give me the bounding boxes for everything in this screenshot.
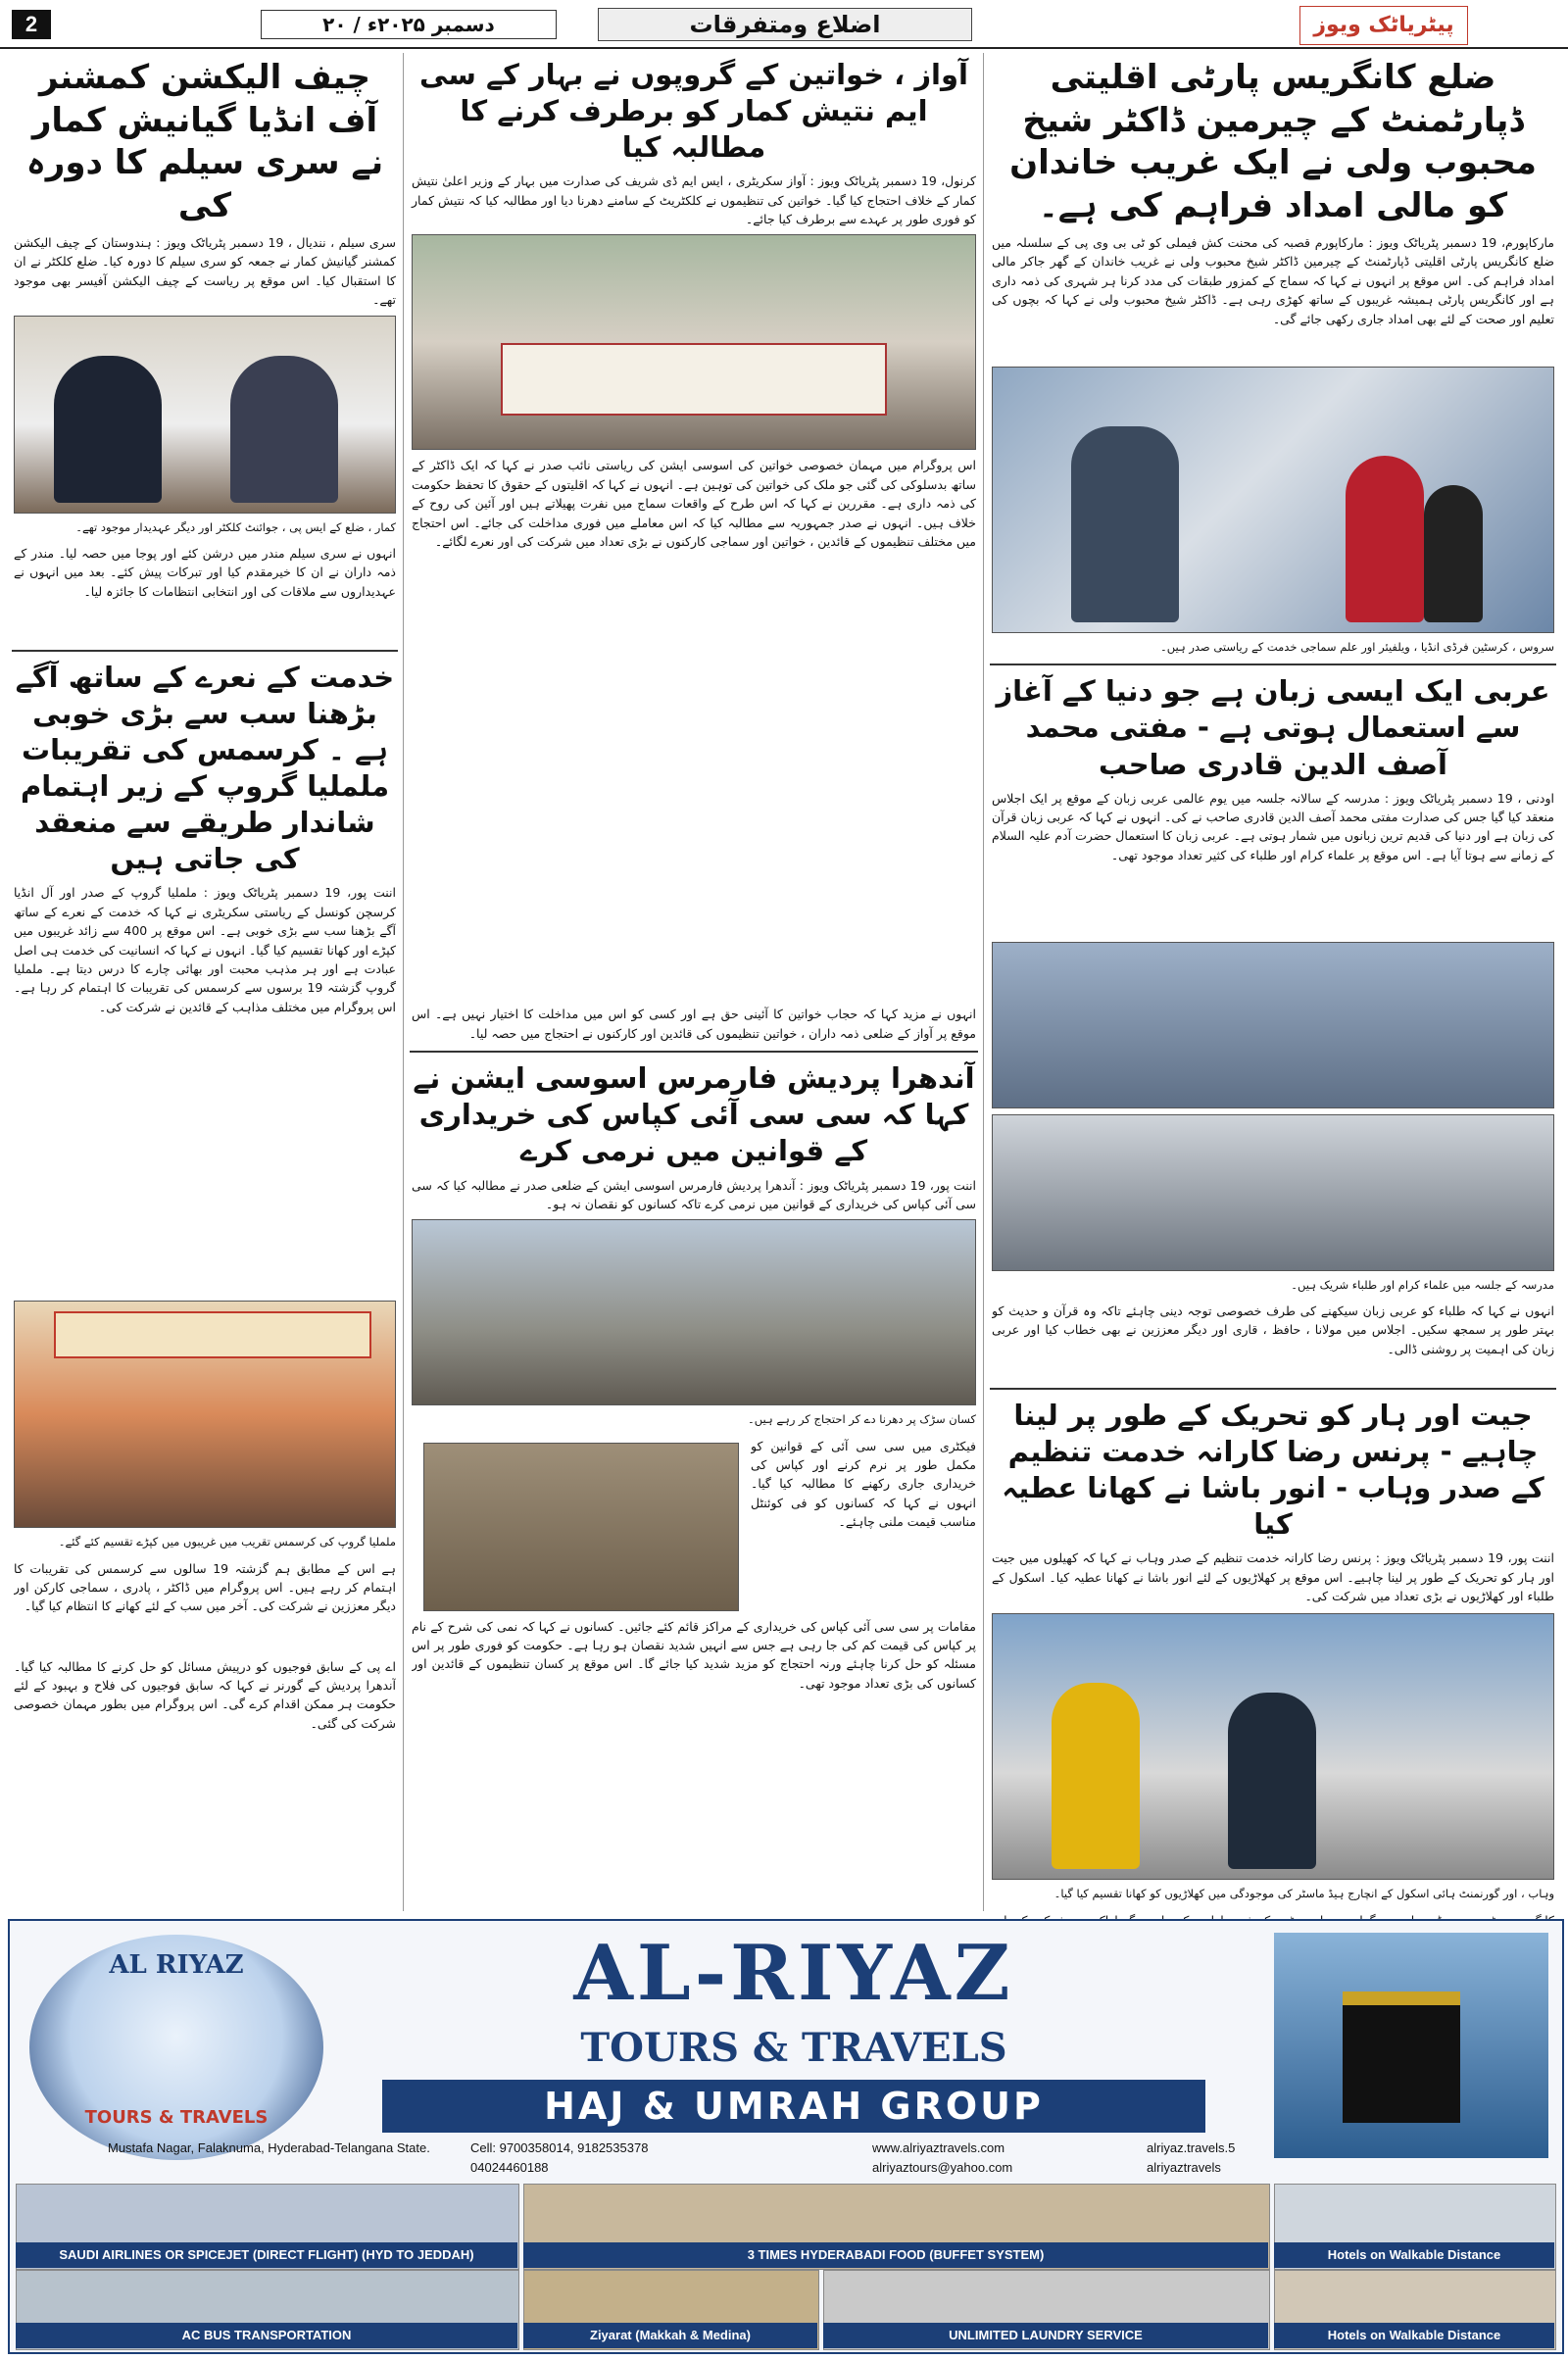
article-photo [423, 1443, 739, 1611]
article-photo [992, 1613, 1554, 1880]
issue-date: ۲۰ / دسمبر ۲۰۲۵ء [261, 10, 557, 39]
photo-caption: مدرسہ کے جلسہ میں علماء کرام اور طلباء شریک ہیں۔ [1291, 1277, 1554, 1292]
article-body: اس پروگرام میں مہمان خصوصی خواتین کی اسوسی ایشن کی ریاستی نائب صدر نے کہا کہ ایک ڈاکٹر کے ساتھ بدسلوکی کی گئی جو ملک کی خواتین کی توہین ہے۔ انہوں نے کہا کہ اقلیتوں کے حقوق کا تحفظ حکومت کی ذمہ داری ہے۔ مقررین نے کہا کہ اس طرح کے واقعات سماج میں نفرت پھیلاتے ہیں اور آئین کی روح کے خلاف ہیں۔ انہوں نے صدر جمہوریہ سے مطالبہ کیا کہ اس معاملے میں فوری مداخلت کی جائے۔ اس احتجاج میں مختلف تنظیموں کے قائدین ، خواتین اور سماجی کارکنوں نے بڑی تعداد میں شرکت کی اور نعرے لگائے۔ [412, 458, 976, 549]
photo-caption: ململیا گروپ کی کرسمس تقریب میں غریبوں میں کپڑے تقسیم کئے گئے۔ [58, 1535, 396, 1549]
article-headline: چیف الیکشن کمشنر آف انڈیا گیانیش کمار نے سری سیلم کا دورہ کی [25, 58, 384, 225]
page-number: 2 [12, 10, 51, 39]
article-body: ہے اس کے مطابق ہم گزشتہ 19 سالوں سے کرسمس کی تقریبات کا اہتمام کر رہے ہیں۔ اس پروگرام میں ڈاکٹر ، پادری ، سماجی کارکن اور دیگر معززین نے شرکت کی۔ آخر میں سب کے لئے کھانے کا انتظام کیا گیا۔ [14, 1560, 396, 1614]
article-body: اننت پور، 19 دسمبر پٹریاٹک ویوز : پرنس رضا کارانہ خدمت تنظیم کے صدر وہاب نے کہا کہ کھیلوں میں جیت اور ہار کو تحریک کے طور پر لینا چاہیے۔ اس موقع پر کھلاڑیوں کے لئے انور باشا نے کھانا عطیہ کیا۔ اسکول کے طلباء اور کھلاڑیوں نے بڑی تعداد میں شرکت کی۔ [992, 1550, 1554, 1604]
article-body: انہوں نے کہا کہ طلباء کو عربی زبان سیکھنے کی طرف خصوصی توجہ دینی چاہئے تاکہ وہ قرآن و حدیث کو بہتر طور پر سمجھ سکیں۔ اجلاس میں مولانا ، حافظ ، قاری اور دیگر معززین نے بھی خطاب کیا اور عربی زبان کی اہمیت پر روشنی ڈالی۔ [992, 1303, 1554, 1356]
column-divider [403, 53, 404, 1911]
article-photo [992, 942, 1554, 1108]
article-photo [14, 316, 396, 514]
article-body: مقامات پر سی سی آئی کپاس کی خریداری کے مراکز قائم کئے جائیں۔ کسانوں نے کہا کہ نمی کی شرح کے نام پر کپاس کی قیمت کم کی جا رہی ہے جس سے انہیں شدید نقصان ہو رہا ہے۔ حکومت کو فوری طور پر اس مسئلہ کو حل کرنا چاہئے ورنہ احتجاج کو مزید شدید کیا جائے گا۔ اس موقع پر کسان تنظیموں کے قائدین اور کسانوں کی بڑی تعداد موجود تھی۔ [412, 1618, 976, 1691]
article-divider [410, 1051, 978, 1053]
article-photo [412, 234, 976, 450]
kaaba-photo [1274, 1933, 1548, 2158]
left-column [8, 53, 402, 1755]
ad-band: HAJ & UMRAH GROUP [382, 2080, 1205, 2133]
ad-phone: 04024460188 [470, 2160, 549, 2175]
ad-social[interactable]: alriyaztravels [1147, 2160, 1221, 2175]
photo-caption: کمار ، ضلع کے ایس پی ، جوائنٹ کلکٹر اور دیگر عہدیدار موجود تھے۔ [75, 519, 396, 534]
right-column [986, 53, 1560, 1948]
article-headline: خدمت کے نعرے کے ساتھ آگے بڑھنا سب سے بڑی خوبی ہے ۔ کرسمس کی تقریبات ململیا گروپ کے زیر اہتمام شاندار طریقے سے منعقد کی جاتی ہیں [15, 660, 395, 876]
article-photo [14, 1301, 396, 1528]
logo-text: TOURS & TRAVELS [84, 2107, 269, 2128]
article-body: انہوں نے سری سیلم مندر میں درشن کئے اور پوجا میں حصہ لیا۔ مندر کے ذمہ داران نے ان کا خیرمقدم کیا اور تبرکات پیش کئے۔ بعد میں انہوں نے عہدیداروں سے ملاقات کی اور انتخابی انتظامات کا جائزہ لیا۔ [14, 545, 396, 599]
ad-social[interactable]: alriyaz.travels.5 [1147, 2140, 1236, 2155]
ad-email[interactable]: alriyaztours@yahoo.com [872, 2160, 1013, 2175]
article-headline: آندھرا پردیش فارمرس اسوسی ایشن نے کہا کہ سی سی آئی کپاس کی خریداری کے قوانین میں نرمی کرے [413, 1061, 975, 1168]
ad-address: Mustafa Nagar, Falaknuma, Hyderabad-Telangana State. [108, 2140, 430, 2155]
column-divider [983, 53, 984, 1911]
section-title: اضلاع ومتفرقات [598, 8, 972, 41]
ad-brand: AL-RIYAZ [573, 1929, 1014, 2018]
photo-caption: سروس ، کرسٹین فرڈی انڈیا ، ویلفیئر اور علم سماجی خدمت کے ریاستی صدر ہیں۔ [1159, 640, 1554, 655]
article-headline: جیت اور ہار کو تحریک کے طور پر لینا چاہیے - پرنس رضا کارانہ خدمت تنظیم کے صدر وہاب - انور باشا نے کھانا عطیہ کیا [1002, 1398, 1544, 1542]
logo-text: AL RIYAZ [109, 1950, 244, 1980]
article-divider [990, 664, 1556, 665]
article-body: مارکاپورم، 19 دسمبر پٹریاٹک ویوز : مارکاپورم قصبہ کی محنت کش فیملی کو ٹی بی وی پی کے سلسلہ میں ضلع کانگریس پارٹی اقلیتی ڈپارٹمنٹ کے چیرمین ڈاکٹر شیخ محبوب ولی نے غریب خاندان کے گھر جاکر مالی امداد فراہم کی۔ اس موقع پر انہوں نے کہا کہ سماج کے کمزور طبقات کی مدد کرنا ہر شہری کی ذمہ داری ہے اور کانگریس پارٹی ہمیشہ غریبوں کے ساتھ کھڑی رہی ہے۔ ڈاکٹر شیخ محبوب ولی نے کہا کہ بچوں کی تعلیم اور صحت کے لئے بھی امداد جاری رکھی جائے گی۔ [992, 235, 1554, 326]
middle-column [406, 53, 982, 1764]
article-headline: ضلع کانگریس پارٹی اقلیتی ڈپارٹمنٹ کے چیرمین ڈاکٹر شیخ محبوب ولی نے ایک غریب خاندان کو مالی امداد فراہم کی ہے۔ [1009, 58, 1537, 225]
kaaba-icon [1343, 1991, 1460, 2123]
article-divider [990, 1388, 1556, 1390]
article-photo [992, 1114, 1554, 1271]
article-headline: عربی ایک ایسی زبان ہے جو دنیا کے آغاز سے استعمال ہوتی ہے - مفتی محمد آصف الدین قادری صاحب [996, 674, 1550, 781]
newspaper-logo: پیٹریاٹک ویوز [1299, 6, 1468, 45]
article-body: فیکٹری میں سی سی آئی کے قوانین کو مکمل طور پر نرم کرنے اور کپاس کی خریداری جاری رکھنے کا مطالبہ کیا گیا۔ انہوں نے کہا کہ کسانوں کو فی کوئنٹل مناسب قیمت ملنی چاہئے۔ [751, 1438, 976, 1530]
ad-banner: AC BUS TRANSPORTATION [16, 2323, 517, 2348]
article-body: اودنی ، 19 دسمبر پٹریاٹک ویوز : مدرسہ کے سالانہ جلسہ میں یوم عالمی عربی زبان کے موقع پر ایک اجلاس منعقد کیا گیا جس کی صدارت مفتی محمد آصف الدین قادری صاحب نے کی۔ انہوں نے کہا کہ عربی زبان قرآن کی زبان ہے اور دنیا کی قدیم ترین زبانوں میں شمار ہوتی ہے۔ عربی زبان کا استعمال حضرت آدم علیہ السلام کے زمانے سے ہوتا آیا ہے۔ اس موقع پر علماء کرام اور طلباء کی کثیر تعداد موجود تھی۔ [992, 790, 1554, 862]
article-body: اے پی کے سابق فوجیوں کو درپیش مسائل کو حل کرنے کا مطالبہ کیا گیا۔ آندھرا پردیش کے گورنر نے کہا کہ سابق فوجیوں کی فلاح و بہبود کے لئے حکومت ہر ممکن اقدام کرے گی۔ اس پروگرام میں بطور مہمان خصوصی شرکت کی گئی۔ [14, 1658, 396, 1731]
article-body: اننت پور، 19 دسمبر پٹریاٹک ویوز : ململیا گروپ کے صدر اور آل انڈیا کرسچن کونسل کے ریاستی سکریٹری نے کہا کہ خدمت کے نعرے کے ساتھ آگے بڑھنا سب سے بڑی خوبی ہے۔ اس موقع پر 400 سے زائد غریبوں میں کپڑے اور کھانا تقسیم کیا گیا۔ انہوں نے کہا کہ انسانیت کی خدمت ہی اصل عبادت ہے اور ہر مذہب محبت اور بھائی چارے کا درس دیتا ہے۔ ململیا گروپ گزشتہ 19 برسوں سے کرسمس کی تقریبات کا اہتمام کر رہا ہے۔ اس پروگرام میں مختلف مذاہب کے قائدین نے شرکت کی۔ [14, 885, 396, 1014]
article-body: اننت پور، 19 دسمبر پٹریاٹک ویوز : آندھرا پردیش فارمرس اسوسی ایشن کے ضلعی صدر نے مطالبہ کیا کہ سی سی آئی کپاس کی خریداری کے قوانین میں نرمی کرے تاکہ کسانوں کو نقصان نہ ہو۔ [412, 1177, 977, 1211]
article-body: سری سیلم ، نندیال ، 19 دسمبر پٹریاٹک ویوز : ہندوستان کے چیف الیکشن کمشنر گیانیش کمار نے جمعہ کو سری سیلم کا دورہ کیا۔ ضلع کلکٹر نے ان کا استقبال کیا۔ اس موقع پر ریاست کے چیف الیکشن آفیسر بھی موجود تھے۔ [14, 235, 396, 308]
page-header [0, 0, 1568, 45]
ad-banner: SAUDI AIRLINES OR SPICEJET (DIRECT FLIGHT) (HYD TO JEDDAH) [16, 2242, 517, 2268]
ad-banner: UNLIMITED LAUNDRY SERVICE [823, 2323, 1268, 2348]
ad-banner: Ziyarat (Makkah & Medina) [523, 2323, 817, 2348]
article-body: انہوں نے مزید کہا کہ حجاب خواتین کا آئینی حق ہے اور کسی کو اس میں مداخلت کا اختیار نہیں ہے۔ اس موقع پر آواز کے ضلعی ذمہ داران ، خواتین تنظیموں کی قائدین اور کارکنوں نے احتجاج میں حصہ لیا۔ [412, 1007, 976, 1041]
ad-banner: 3 TIMES HYDERABADI FOOD (BUFFET SYSTEM) [523, 2242, 1268, 2268]
photo-caption: کسان سڑک پر دھرنا دے کر احتجاج کر رہے ہیں۔ [748, 1412, 976, 1427]
article-headline: آواز ، خواتین کے گروپوں نے بہار کے سی ایم نتیش کمار کو برطرف کرنے کا مطالبہ کیا [419, 58, 968, 165]
ad-cell: Cell: 9700358014, 9182535378 [470, 2140, 649, 2155]
article-body: کرنول، 19 دسمبر پٹریاٹک ویوز : آواز سکریٹری ، ایس ایم ڈی شریف کی صدارت میں بہار کے وزیر اعلیٰ نتیش کمار کے خلاف احتجاج کیا گیا۔ خواتین کی تنظیموں نے کلکٹریٹ کے سامنے دھرنا دیا اور مطالبہ کیا کہ نتیش کمار کو فوری طور پر عہدے سے برطرف کیا جائے۔ [412, 173, 977, 227]
photo-caption: وہاب ، اور گورنمنٹ ہائی اسکول کے انچارج ہیڈ ماسٹر کی موجودگی میں کھلاڑیوں کو کھانا تقسیم کیا گیا۔ [1054, 1887, 1554, 1901]
article-photo [992, 367, 1554, 633]
header-rule [0, 47, 1568, 49]
advertisement [8, 1919, 1564, 2354]
ad-website[interactable]: www.alriyaztravels.com [872, 2140, 1005, 2155]
article-photo [412, 1219, 976, 1405]
ad-banner: Hotels on Walkable Distance [1274, 2323, 1554, 2348]
ad-banner: Hotels on Walkable Distance [1274, 2242, 1554, 2268]
ad-subtitle: TOURS & TRAVELS [580, 2025, 1007, 2071]
article-divider [12, 650, 398, 652]
